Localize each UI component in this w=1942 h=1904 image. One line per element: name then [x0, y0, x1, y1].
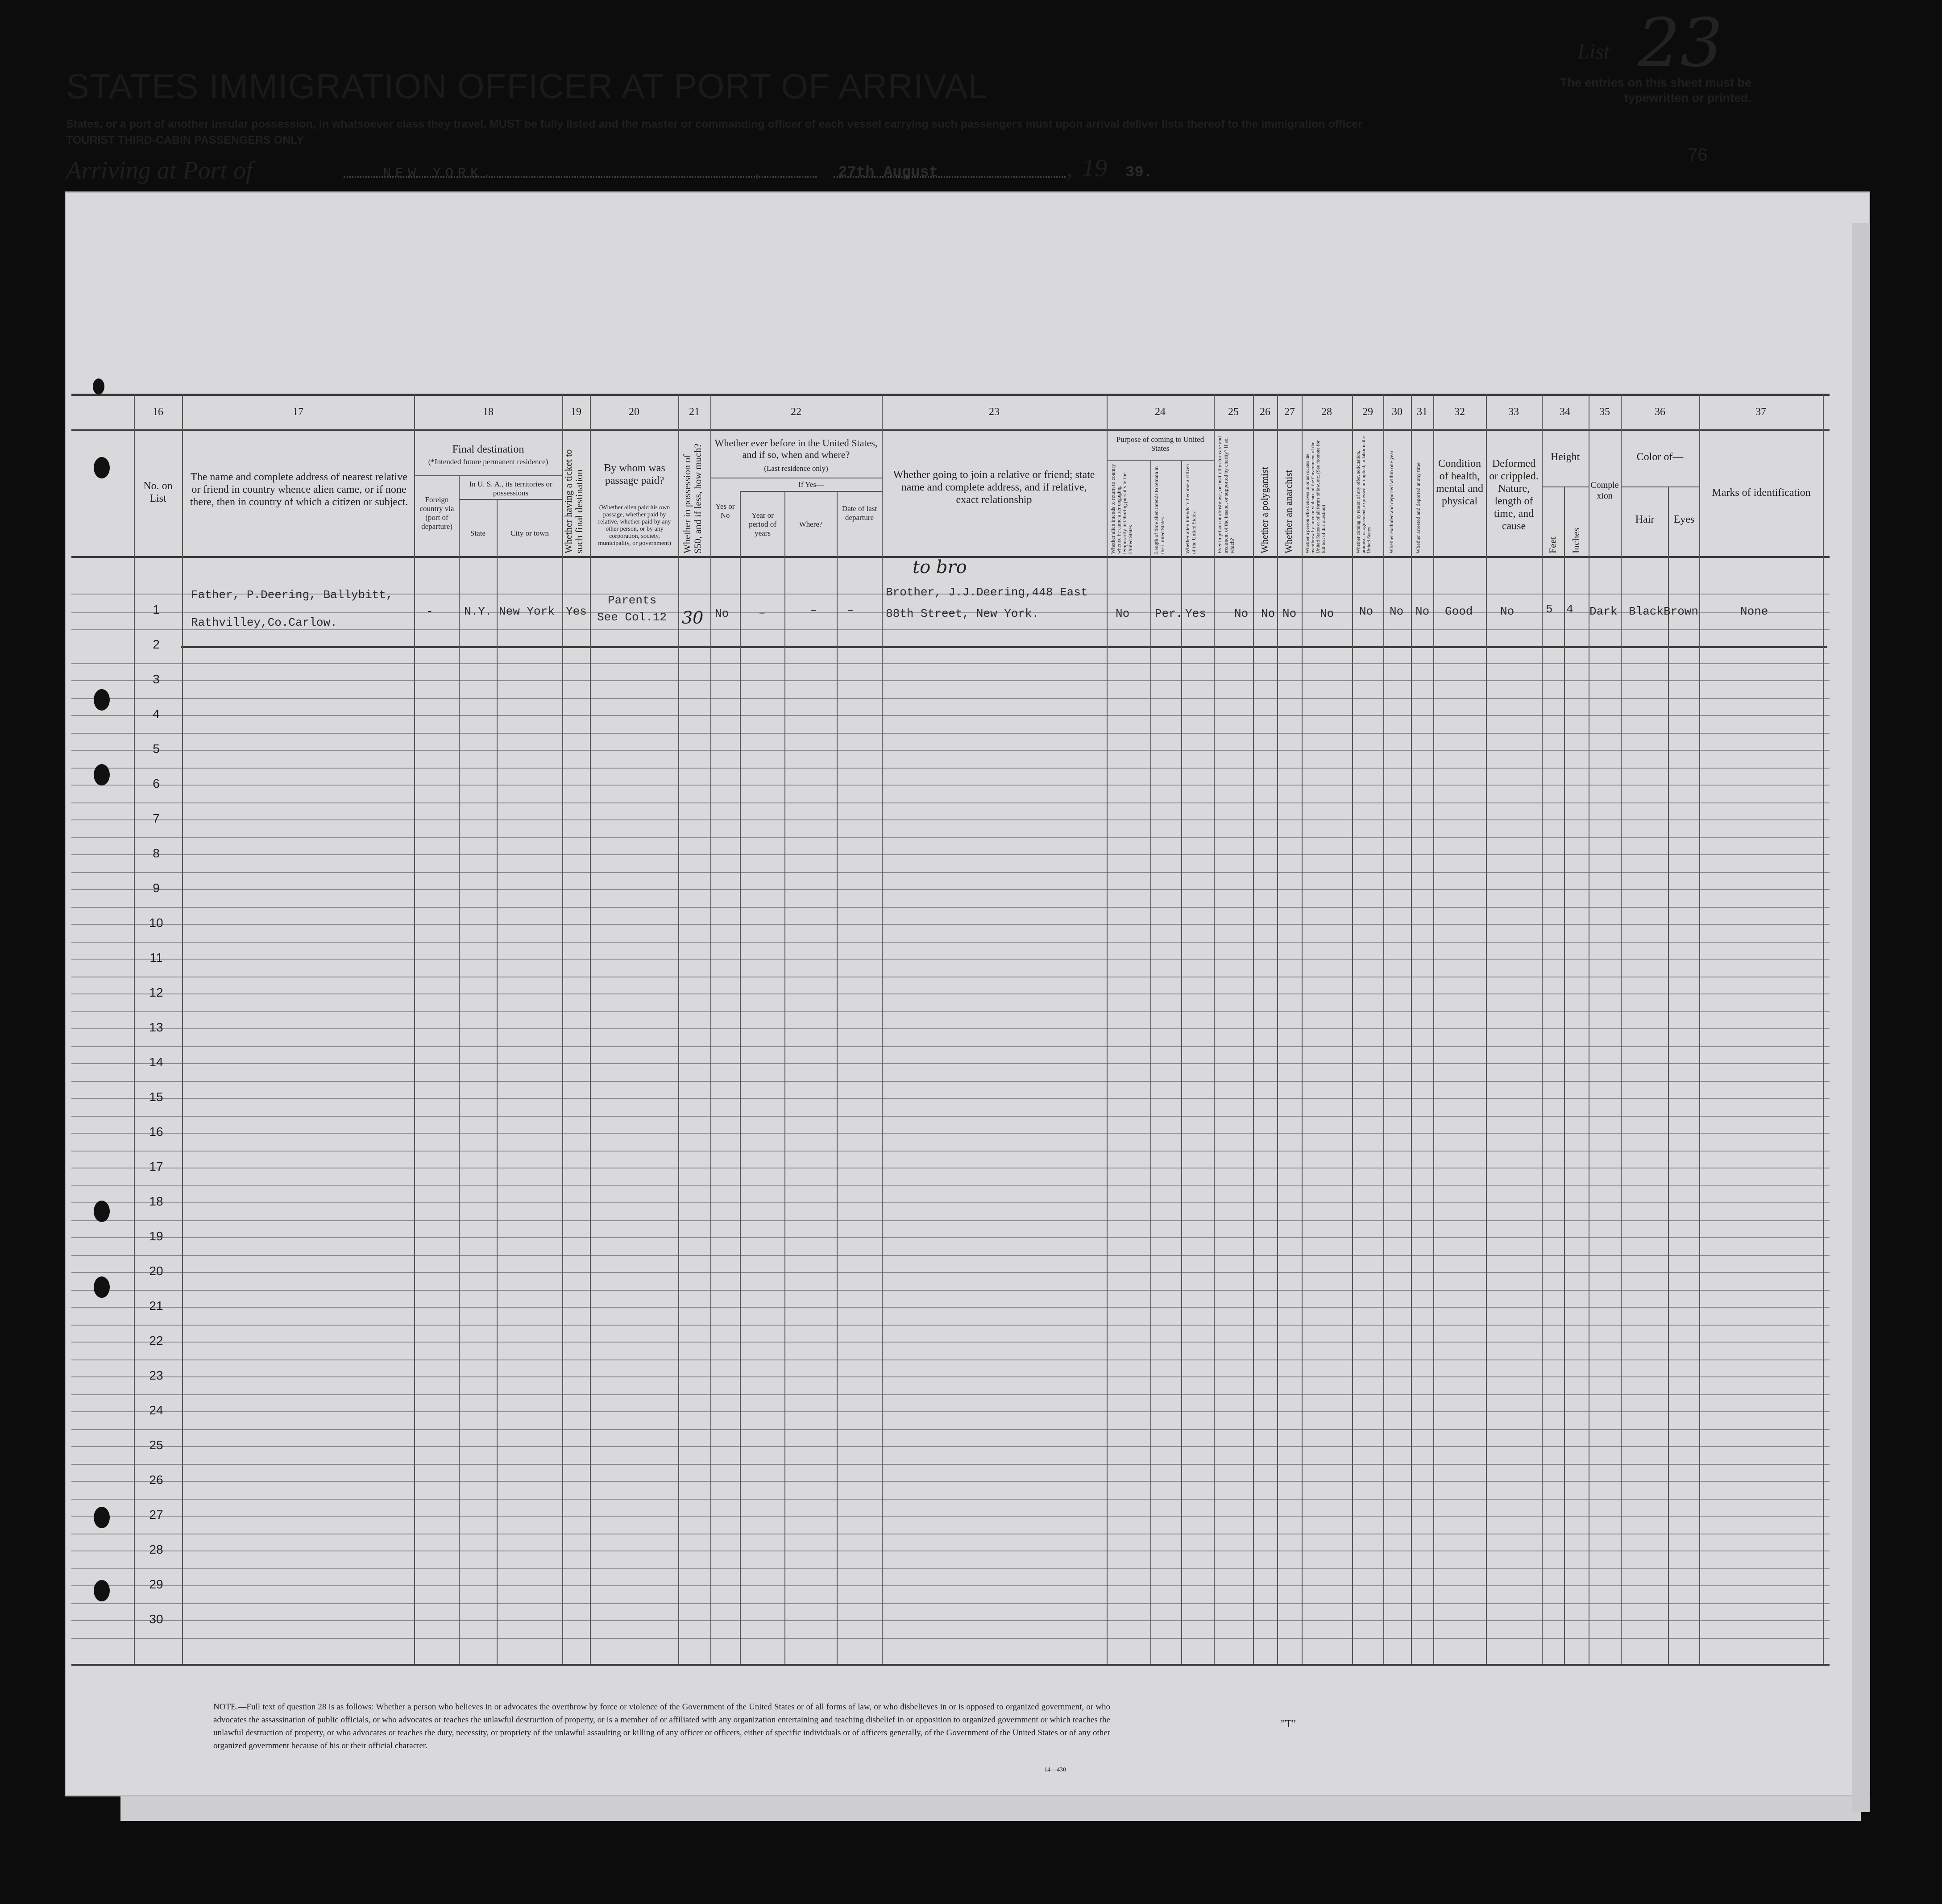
header-overthrow: Whether a person who believes in or advocates the overthrow by force or violence of the Government of the United States or of all forms of law, etc. (See footnote for full text of this question): [1305, 440, 1326, 553]
prison-value: No: [1234, 607, 1249, 620]
row-line: [71, 959, 1830, 960]
arrival-date: 27th August: [838, 164, 938, 181]
row-number: 1: [153, 603, 160, 616]
col34-divider: [1542, 486, 1589, 487]
row-number: 4: [153, 707, 160, 721]
year-suffix: 39.: [1125, 164, 1153, 181]
row-line: [71, 715, 1830, 716]
col-line: [1214, 395, 1215, 1664]
column-number: 20: [629, 406, 639, 418]
row-line: [71, 629, 1830, 630]
header-nearest-relative: The name and complete address of nearest relative or friend in country whence alien came, or if none there, then in country of which a citizen or subject.: [190, 471, 408, 508]
row-line: [71, 1202, 1830, 1203]
row-line: [71, 1585, 1830, 1586]
col18-divider: [414, 475, 562, 476]
column-number: 25: [1228, 406, 1239, 418]
row-line: [71, 1185, 1830, 1186]
column-number: 28: [1321, 406, 1332, 418]
overthrow-value: No: [1320, 607, 1334, 620]
stamp-mark: "T": [1281, 1718, 1296, 1730]
row-number: 18: [149, 1194, 163, 1208]
row-number: 2: [153, 637, 160, 651]
col22-ifyes-divider: [740, 491, 882, 492]
row-line: [71, 1429, 1830, 1430]
header-excluded: Whether excluded and deported within one year: [1388, 450, 1394, 553]
row-number: 22: [149, 1334, 163, 1347]
row-line: [71, 768, 1830, 769]
column-number: 30: [1392, 406, 1403, 418]
punch-hole: [94, 689, 110, 711]
row-number: 12: [149, 985, 163, 999]
row-line: [71, 1568, 1830, 1569]
header-polygamist: Whether a polygamist: [1259, 466, 1270, 553]
col-line: [562, 395, 563, 1664]
before-date-value: –: [847, 603, 854, 617]
column-number: 26: [1260, 406, 1270, 418]
row-line: [71, 1290, 1830, 1291]
punch-hole: [94, 1276, 110, 1298]
before-yesno-value: No: [715, 607, 729, 620]
header-fifty-dollars: Whether in possession of $50, and if less, how much?: [681, 443, 703, 553]
header-passage-paid: By whom was passage paid?: [604, 462, 665, 486]
row-line: [71, 1028, 1830, 1029]
row-line: [71, 1255, 1830, 1256]
header-complexion: Complexion: [1590, 480, 1619, 501]
column-number: 19: [571, 406, 581, 418]
header-final-destination: Final destination: [452, 444, 524, 455]
row-number: 15: [149, 1090, 163, 1104]
row-line: [71, 1499, 1830, 1500]
col-line: [710, 395, 711, 1664]
row-line: [71, 854, 1830, 855]
state-value: N.Y.: [464, 605, 492, 618]
ticket-value: Yes: [566, 605, 587, 618]
row-line: [71, 1116, 1830, 1117]
row-number: 14: [149, 1055, 163, 1069]
column-number-rule: [71, 429, 1830, 431]
header-year-or-period: Year or period of years: [749, 511, 776, 537]
list-number-handwritten: 23: [1638, 4, 1723, 82]
hair-value: Black: [1629, 605, 1664, 618]
col-line: [1433, 395, 1434, 1664]
header-in-usa: In U. S. A., its territories or possessions: [469, 480, 552, 497]
deported-value: No: [1415, 605, 1430, 618]
header-labor-offer: Whether coming by reason of any offer, solicitation, promise, or agreement, expressed or implied, to labor in the United States: [1356, 436, 1372, 553]
header-city: City or town: [510, 529, 549, 537]
row-number: 25: [149, 1438, 163, 1452]
row-line: [71, 1376, 1830, 1377]
row-number: 29: [149, 1577, 163, 1591]
punch-hole: [94, 1507, 110, 1528]
row-line: [71, 663, 1830, 664]
col-line: [1486, 395, 1487, 1664]
row-line: [71, 889, 1830, 890]
relative-line-1: Father, P.Deering, Ballybitt,: [191, 588, 393, 602]
row-number: 13: [149, 1020, 163, 1034]
col-line: [1277, 395, 1278, 1664]
row-line: [71, 802, 1830, 803]
header-prison: Ever in prison or almshouse, or institution for care and treatment of the insane, or supported by charity? If so, which?: [1216, 436, 1235, 553]
row-line: [71, 1359, 1830, 1360]
row-line: [71, 1272, 1830, 1273]
header-height: Height: [1550, 451, 1580, 463]
col36-divider: [1621, 486, 1699, 487]
marks-value: None: [1740, 605, 1768, 618]
column-number: 24: [1155, 406, 1166, 418]
header-inches: Inches: [1570, 528, 1581, 553]
header-color-of: Color of—: [1636, 451, 1684, 463]
col-line: [1383, 395, 1384, 1664]
footnote-question-28: NOTE.—Full text of question 28 is as follows: Whether a person who believes in or advocates the overthrow by force or violence of the Government of the United States or of all forms of law, or who disbelieves in or is opposed to organized government, or who advocates the assassination of public officials, or who advocates or teaches the unlawful destruction of property, or is a member of or affiliated with any organization entertaining and teaching disbelief in or opposition to organized government or which teaches the unlawful destruction of property, or who advocates or teaches the duty, necessity, or propriety of the unlawful assaulting or killing of any officer or officers, either of specific individuals or of officers generally, of the Government of the United States or of any other organized government because of his or their official character.: [213, 1702, 1110, 1750]
header-return-intent: Whether alien intends to return to country whence he came after engaging temporarily in laboring pursuits in the United States: [1110, 464, 1133, 554]
header-state: State: [470, 529, 486, 537]
row-line: [71, 1464, 1830, 1465]
row-line: [71, 872, 1830, 873]
header-health: Condition of health, mental and physical: [1436, 458, 1483, 507]
join-line-2: 88th Street, New York.: [886, 607, 1039, 620]
header-hair: Hair: [1635, 514, 1655, 525]
row-number: 26: [149, 1473, 163, 1487]
row-line: [71, 1081, 1830, 1082]
col-line: [590, 395, 591, 1664]
subtitle-line-2: TOURIST THIRD-CABIN PASSENGERS ONLY: [66, 134, 304, 146]
col-line: [1302, 395, 1303, 1664]
labor-offer-value: No: [1359, 605, 1374, 618]
column-number: 37: [1755, 406, 1766, 418]
table-top-rule: [71, 394, 1830, 396]
row-number: 27: [149, 1508, 163, 1522]
row-line: [71, 1411, 1830, 1412]
col-line: [459, 475, 460, 1664]
feet-value: 5: [1546, 603, 1553, 616]
foreign-via-value: -: [426, 605, 433, 618]
header-if-yes: If Yes—: [798, 480, 824, 489]
join-line-1: Brother, J.J.Deering,448 East: [886, 586, 1088, 599]
list-instruction: The entries on this sheet must be typewritten or printed.: [1560, 76, 1751, 104]
row-number: 6: [153, 777, 160, 790]
row-line: [71, 1220, 1830, 1221]
col-line: [182, 395, 183, 1664]
subtitle-line-1: States, or a port of another insular possession, in whatsoever class they travel, MUST be fully listed and the master or commanding officer of each vessel carrying such passengers must upon arrival deliver lists thereof to the immigration officer: [66, 118, 1362, 130]
column-number: 21: [689, 406, 700, 418]
row-number: 17: [149, 1160, 163, 1173]
row-number: 3: [153, 672, 160, 686]
comma: ,: [754, 154, 760, 182]
row-number: 24: [149, 1403, 163, 1417]
row-number: 16: [149, 1125, 163, 1139]
port-value: NEW YORK.: [383, 166, 496, 181]
row-line: [71, 1603, 1830, 1604]
header-date-last-departure: Date of last departure: [842, 504, 877, 522]
column-number: 17: [293, 406, 303, 418]
page-number: 76: [1688, 145, 1708, 165]
col-line: [784, 491, 785, 1664]
form-subtitle: [66, 116, 1539, 148]
list-label: List: [1577, 40, 1610, 63]
row-number: 5: [153, 742, 160, 756]
row-line: [71, 907, 1830, 908]
comma: ,: [1066, 154, 1073, 182]
form-code: 14—430: [1044, 1767, 1066, 1773]
row-line: [71, 819, 1830, 820]
header-where: Where?: [799, 520, 823, 528]
column-number: 29: [1362, 406, 1373, 418]
row-line: [71, 1133, 1830, 1134]
col-line: [1107, 395, 1108, 1664]
row-line: [71, 1394, 1830, 1395]
row-number: 21: [149, 1299, 163, 1313]
column-number: 32: [1454, 406, 1465, 418]
col-line: [1823, 395, 1824, 1664]
header-ticket: Whether having a ticket to such final destination: [563, 449, 585, 553]
header-foreign-via: Foreign country via (port of departure): [419, 495, 454, 531]
anarchist-value: No: [1282, 607, 1297, 620]
row-number: 10: [149, 916, 163, 930]
col-line: [414, 395, 415, 1664]
row-line: [71, 750, 1830, 751]
header-going-to-join: Whether going to join a relative or friend; state name and complete address, and if relative, exact relationship: [893, 469, 1095, 506]
col-line: [1352, 395, 1353, 1664]
row-line: [71, 1342, 1830, 1343]
row-line: [71, 1325, 1830, 1326]
column-number: 36: [1655, 406, 1665, 418]
inches-value: 4: [1566, 603, 1573, 616]
col-line: [1150, 460, 1151, 1664]
row-line: [71, 1516, 1830, 1517]
header-marks: Marks of identification: [1712, 487, 1811, 499]
col-line: [1621, 395, 1622, 1664]
col-line: [497, 499, 498, 1664]
header-purpose: Purpose of coming to United States: [1116, 435, 1204, 453]
col-line: [740, 491, 741, 1664]
col-line: [1668, 486, 1669, 1664]
row-number: 20: [149, 1264, 163, 1278]
column-number: 18: [483, 406, 494, 418]
col-line: [678, 395, 679, 1664]
column-number: 35: [1599, 406, 1610, 418]
col-line: [1181, 460, 1182, 1664]
column-number: 27: [1284, 406, 1295, 418]
col24-divider: [1107, 460, 1214, 461]
row-line: [71, 1098, 1830, 1099]
col-line: [1542, 395, 1543, 1664]
money-value: 30: [682, 608, 704, 628]
col-line: [1253, 395, 1254, 1664]
paid-line-1: Parents: [608, 594, 657, 607]
punch-hole: [93, 378, 104, 395]
header-ever-before: Whether ever before in the United States, and if so, when and where?: [714, 437, 878, 460]
row-line: [71, 698, 1830, 699]
row-line: [71, 1638, 1830, 1639]
header-deformed: Deformed or crippled. Nature, length of time, and cause: [1489, 458, 1539, 532]
become-citizen-value: Yes: [1185, 607, 1206, 620]
column-number: 23: [989, 406, 1000, 418]
page-edge-right: [1852, 223, 1870, 1812]
city-value: New York: [499, 605, 555, 618]
header-anarchist: Whether an anarchist: [1283, 470, 1294, 553]
column-number: 16: [153, 406, 163, 418]
col-line: [1564, 486, 1565, 1664]
column-number: 22: [791, 406, 801, 418]
header-last-residence: (Last residence only): [764, 464, 828, 473]
punch-hole: [94, 1580, 110, 1601]
row-line: [71, 924, 1830, 925]
column-number: 33: [1508, 406, 1519, 418]
row-number: 11: [149, 951, 163, 964]
before-year-value: –: [759, 606, 766, 619]
col-line: [837, 491, 838, 1664]
row-line: [71, 1011, 1830, 1012]
header-feet: Feet: [1547, 536, 1558, 553]
row-line: [71, 1151, 1830, 1152]
row-line: [71, 1237, 1830, 1238]
col-line: [1699, 395, 1700, 1664]
header-eyes: Eyes: [1673, 514, 1695, 525]
return-intent-value: No: [1116, 607, 1130, 620]
row-number: 23: [149, 1368, 163, 1382]
row-line: [71, 942, 1830, 943]
row-line: [71, 680, 1830, 681]
header-length-of-stay: Length of time alien intends to remain in the United States: [1153, 466, 1166, 554]
header-no-on-list: No. on List: [143, 480, 173, 504]
eyes-value: Brown: [1664, 605, 1699, 618]
year-prefix: 19: [1082, 154, 1107, 182]
row-line: [71, 1307, 1830, 1308]
relative-line-2: Rathvilley,Co.Carlow.: [191, 616, 337, 629]
header-deported: Whether arrested and deported at any time: [1415, 462, 1421, 553]
form-title: STATES IMMIGRATION OFFICER AT PORT OF ARRIVAL: [66, 67, 988, 106]
col-line: [1411, 395, 1412, 1664]
header-yes-or-no: Yes or No: [715, 502, 735, 520]
arriving-label: Arriving at Port of: [66, 157, 253, 184]
row-line: [71, 1446, 1830, 1447]
row-line: [71, 1046, 1830, 1047]
row-number: 19: [149, 1229, 163, 1243]
column-number: 34: [1560, 406, 1570, 418]
header-final-destination-note: (*Intended future permanent residence): [428, 457, 548, 466]
row-number: 9: [153, 881, 160, 895]
row-line: [71, 1620, 1830, 1621]
row-line: [71, 733, 1830, 734]
excluded-value: No: [1390, 605, 1404, 618]
col18-usa-divider: [459, 499, 562, 500]
complexion-value: Dark: [1589, 605, 1618, 618]
row-number: 7: [153, 811, 160, 825]
length-of-stay-value: Per.: [1155, 607, 1183, 620]
row-line: [71, 785, 1830, 786]
punch-hole: [94, 457, 110, 478]
deformed-value: No: [1500, 605, 1515, 618]
entry-underline: [181, 646, 1827, 648]
row-number: 28: [149, 1542, 163, 1556]
punch-hole: [94, 764, 110, 786]
polygamist-value: No: [1261, 607, 1275, 620]
row-line: [71, 1063, 1830, 1064]
col-line: [882, 395, 883, 1664]
row-line: [71, 1481, 1830, 1482]
column-number: 31: [1417, 406, 1427, 418]
paid-line-2: See Col.12: [597, 611, 667, 624]
row-number: 8: [153, 846, 160, 860]
header-passage-paid-note: (Whether alien paid his own passage, whether paid by relative, whether paid by any other person, or by any corporation, society, municipality, or government): [598, 504, 671, 547]
table-bottom-rule: [71, 1664, 1830, 1666]
punch-hole: [94, 1201, 110, 1222]
row-line: [71, 837, 1830, 838]
row-number: 30: [149, 1612, 163, 1626]
health-value: Good: [1445, 605, 1473, 618]
header-become-citizen: Whether alien intends to become a citizen of the United States: [1184, 464, 1197, 554]
join-handwritten-note: to bro: [913, 557, 967, 578]
before-where-value: –: [810, 603, 817, 617]
